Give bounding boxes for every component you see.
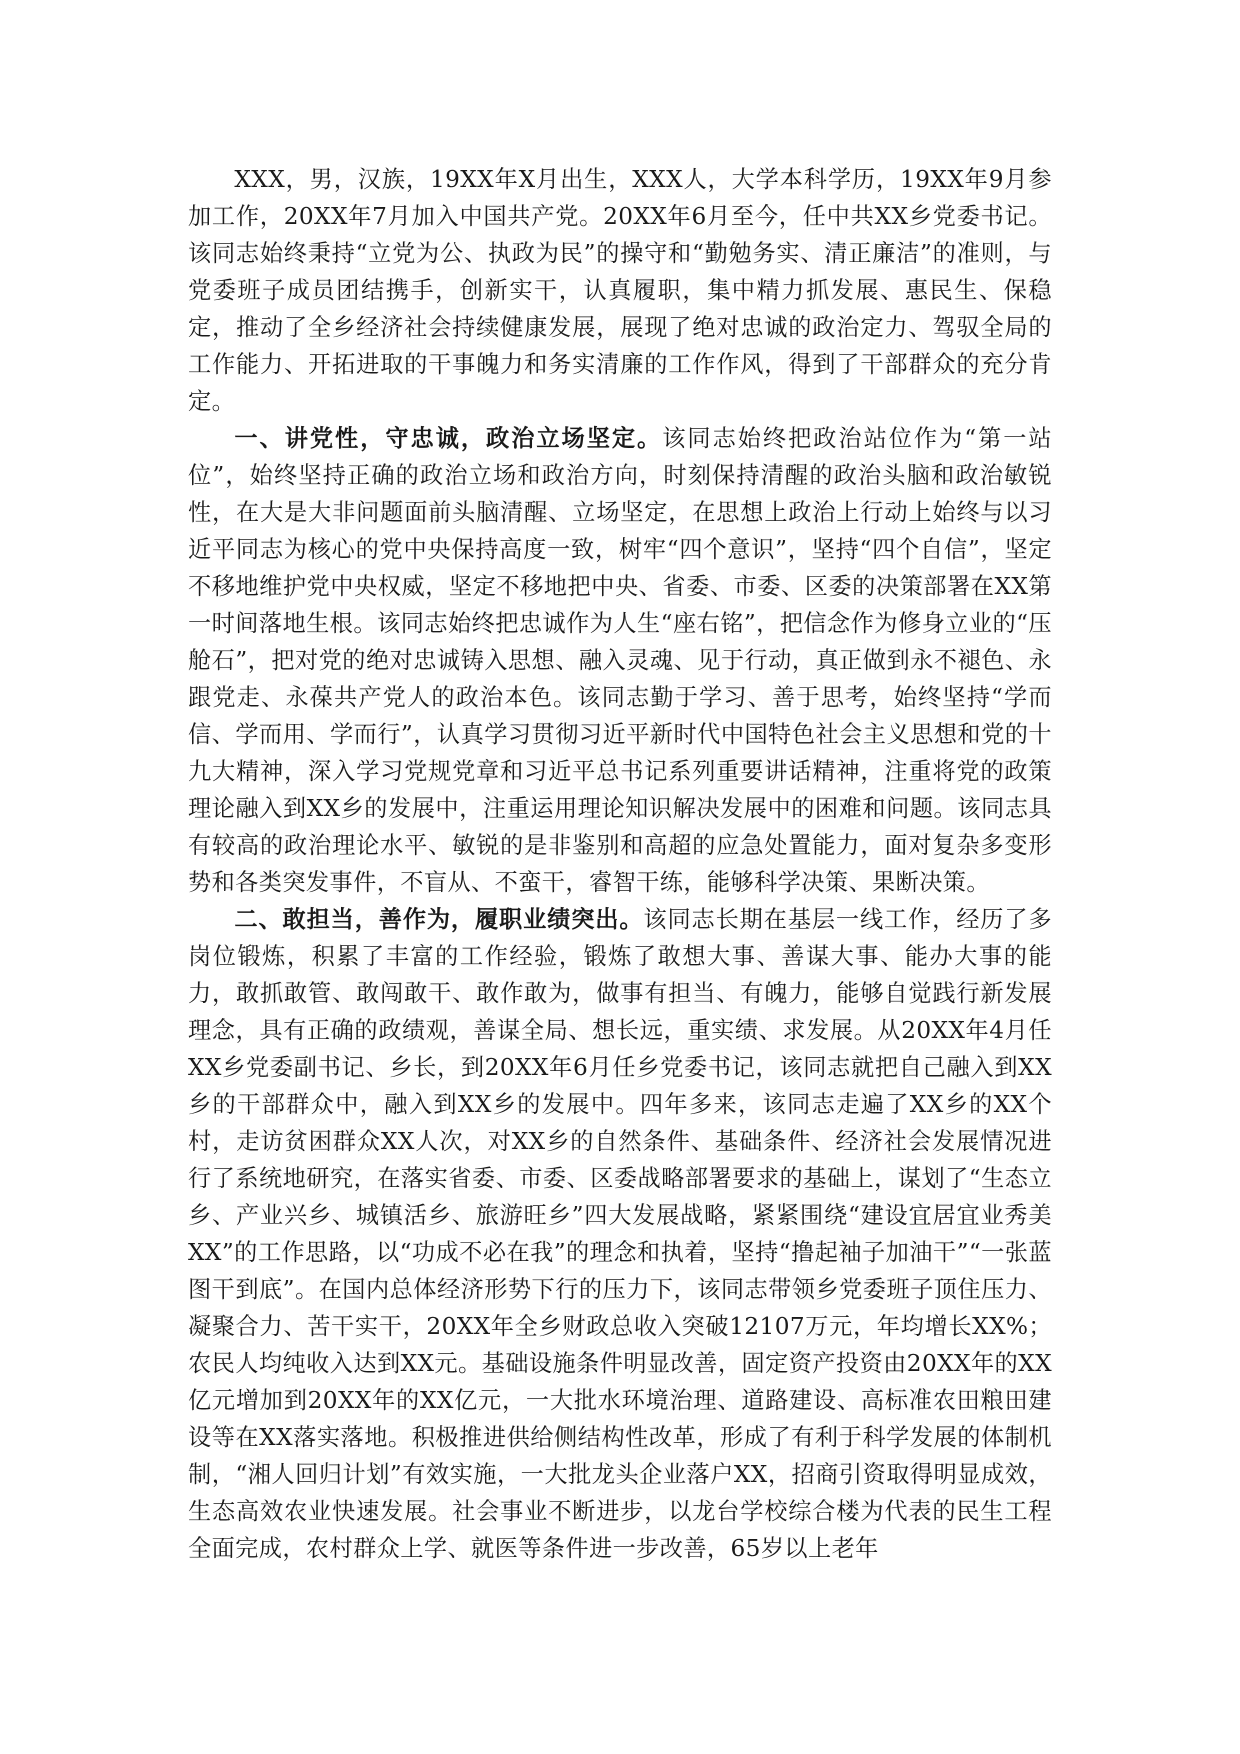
intro-paragraph — [188, 161, 1052, 420]
section-two-text: 该同志长期在基层一线工作，经历了多岗位锻炼，积累了丰富的工作经验，锻炼了敢想大事、善谋大事、能办大事的能力，敢抓敢管、敢闯敢干、敢作敢为，做事有担当、有魄力，能够自觉践行新发展理念，具有正确的政绩观，善谋全局、想长远，重实绩、求发展。从20XX年4月任XX乡党委副书记、乡长，到20XX年6月任乡党委书记，该同志就把自己融入到XX乡的干部群众中，融入到XX乡的发展中。四年多来，该同志走遍了XX乡的XX个村，走访贫困群众XX人次，对XX乡的自然条件、基础条件、经济社会发展情况进行了系统地研究，在落实省委、市委、区委战略部署要求的基础上，谋划了“生态立乡、产业兴乡、城镇活乡、旅游旺乡”四大发展战略，紧紧围绕“建设宜居宜业秀美XX”的工作思路，以“功成不必在我”的理念和执着，坚持“撸起袖子加油干”“一张蓝图干到底”。在国内总体经济形势下行的压力下，该同志带领乡党委班子顶住压力、凝聚合力、苦干实干，20XX年全乡财政总收入突破12107万元，年均增长XX%；农民人均纯收入达到XX元。基础设施条件明显改善，固定资产投资由20XX年的XX亿元增加到20XX年的XX亿元，一大批水环境治理、道路建设、高标准农田粮田建设等在XX落实落地。积极推进供给侧结构性改革，形成了有利于科学发展的体制机制，“湘人回归计划”有效实施，一大批龙头企业落户XX，招商引资取得明显成效，生态高效农业快速发展。社会事业不断进步，以龙台学校综合楼为代表的民生工程全面完成，农村群众上学、就医等条件进一步改善，65岁以上老年 — [188, 906, 1052, 1562]
section-two-paragraph — [188, 901, 1052, 1567]
section-one-text: 该同志始终把政治站位作为“第一站位”，始终坚持正确的政治立场和政治方向，时刻保持清醒的政治头脑和政治敏锐性，在大是大非问题面前头脑清醒、立场坚定，在思想上政治上行动上始终与以习近平同志为核心的党中央保持高度一致，树牢“四个意识”，坚持“四个自信”，坚定不移地维护党中央权威，坚定不移地把中央、省委、市委、区委的决策部署在XX第一时间落地生根。该同志始终把忠诚作为人生“座右铭”，把信念作为修身立业的“压舱石”，把对党的绝对忠诚铸入思想、融入灵魂、见于行动，真正做到永不褪色、永跟党走、永葆共产党人的政治本色。该同志勤于学习、善于思考，始终坚持“学而信、学而用、学而行”，认真学习贯彻习近平新时代中国特色社会主义思想和党的十九大精神，深入学习党规党章和习近平总书记系列重要讲话精神，注重将党的政策理论融入到XX乡的发展中，注重运用理论知识解决发展中的困难和问题。该同志具有较高的政治理论水平、敏锐的是非鉴别和高超的应急处置能力，面对复杂多变形势和各类突发事件，不盲从、不蛮干，睿智干练，能够科学决策、果断决策。 — [188, 425, 1052, 896]
section-one-paragraph — [188, 420, 1052, 901]
section-one-heading: 一、讲党性，守忠诚，政治立场坚定。 — [234, 425, 663, 452]
intro-paragraph-text: XXX，男，汉族，19XX年X月出生，XXX人，大学本科学历，19XX年9月参加工作，20XX年7月加入中国共产党。20XX年6月至今，任中共XX乡党委书记。该同志始终秉持“立党为公、执政为民”的操守和“勤勉务实、清正廉洁”的准则，与党委班子成员团结携手，创新实干，认真履职，集中精力抓发展、惠民生、保稳定，推动了全乡经济社会持续健康发展，展现了绝对忠诚的政治定力、驾驭全局的工作能力、开拓进取的干事魄力和务实清廉的工作作风，得到了干部群众的充分肯定。 — [188, 166, 1052, 415]
section-two-heading: 二、敢担当，善作为，履职业绩突出。 — [234, 906, 644, 933]
document-body — [188, 161, 1052, 1567]
